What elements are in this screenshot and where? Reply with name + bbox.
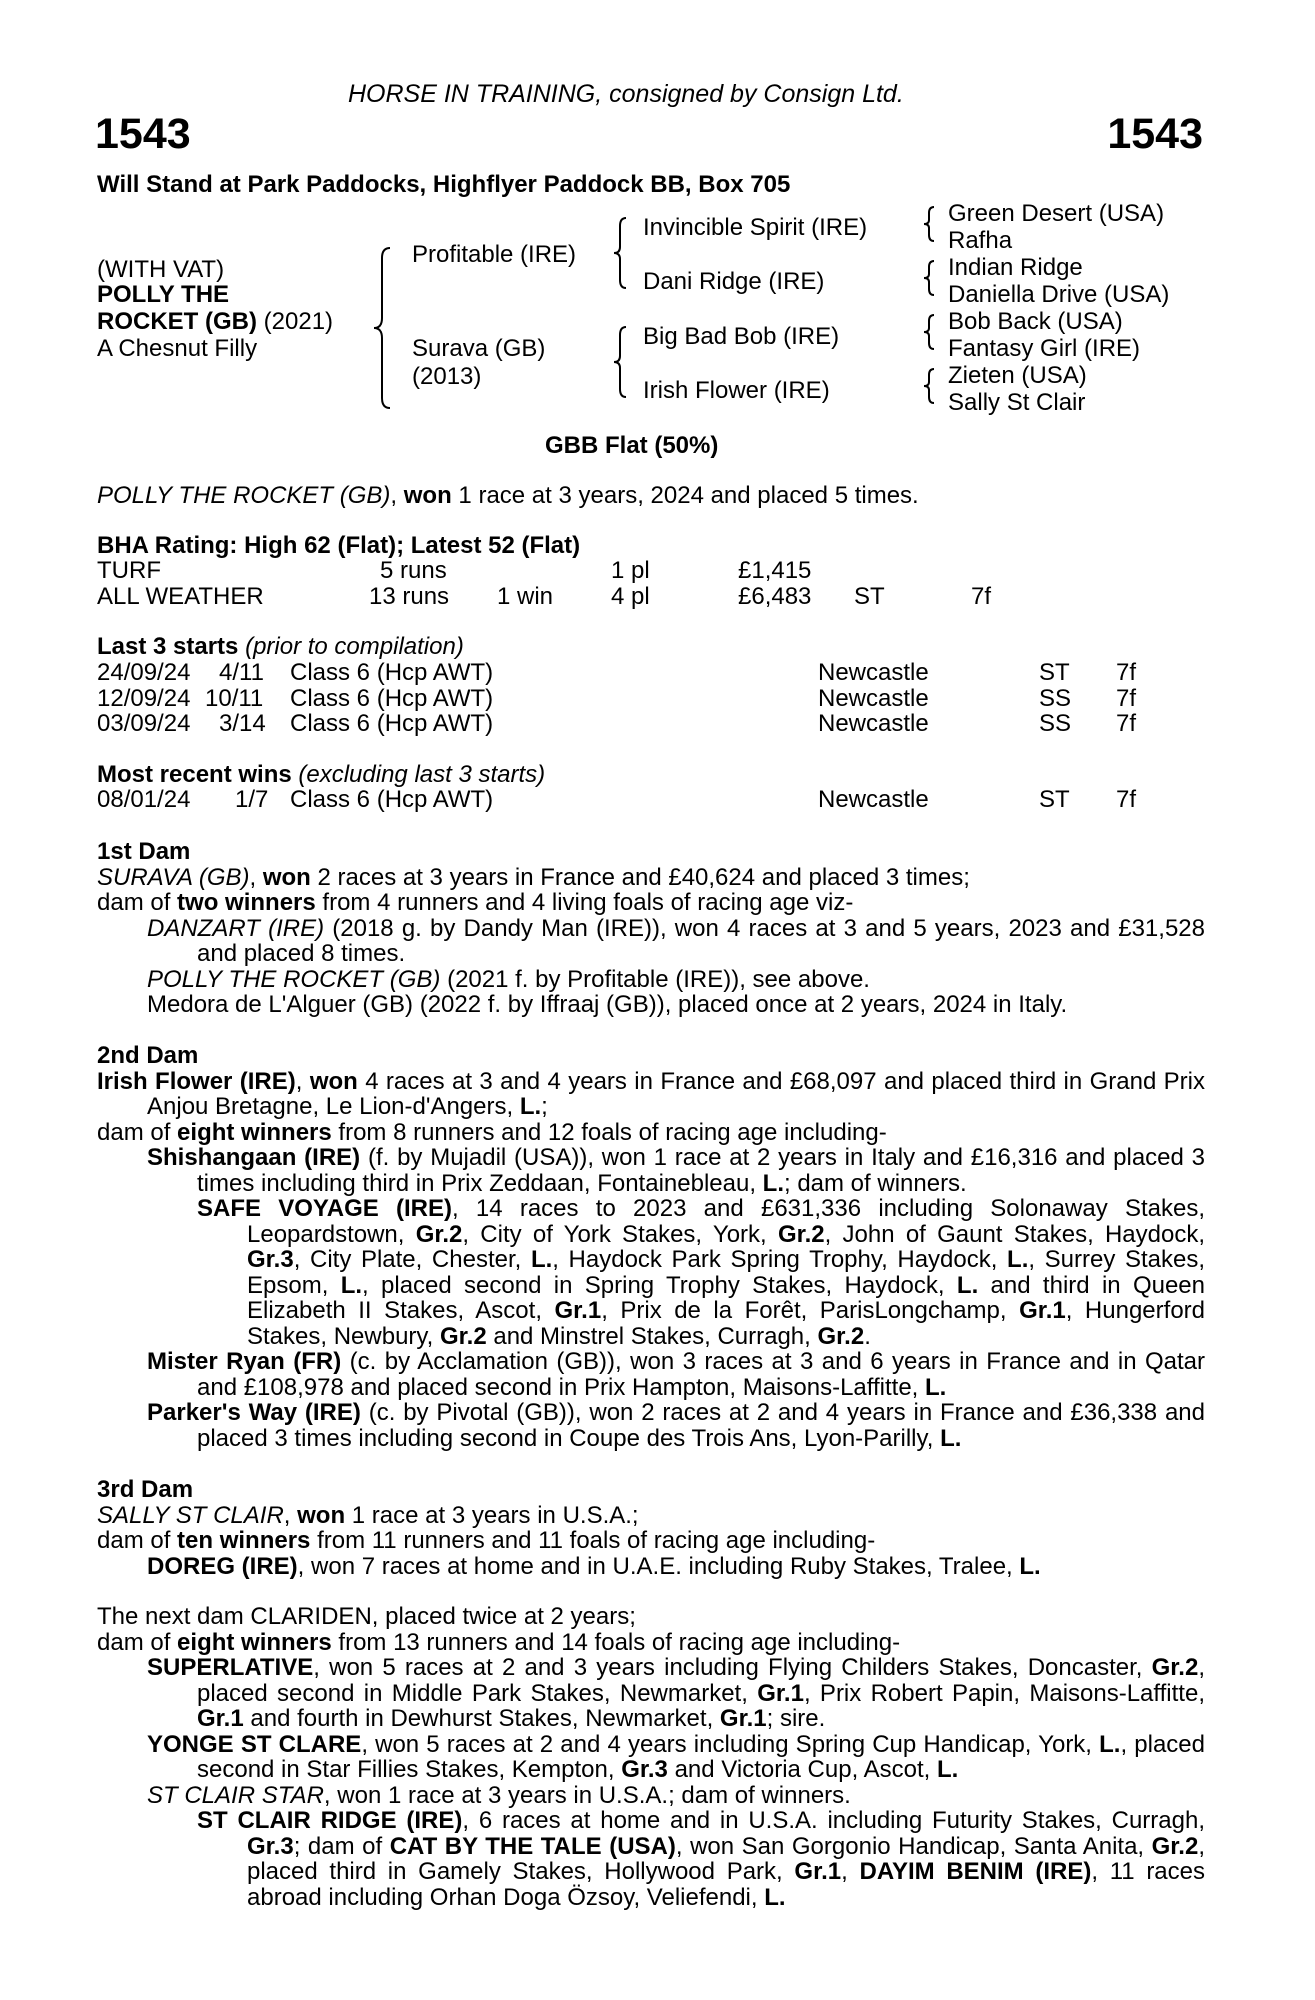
next-dam-line1: The next dam CLARIDEN, placed twice at 2 years; <box>97 1603 636 1630</box>
bha-row-all-weather <box>97 584 1207 610</box>
horse-name-line1: POLLY THE <box>97 281 230 308</box>
grade-label: Gr.2 <box>777 1220 825 1248</box>
produce-shishangaan <box>97 1145 1205 1196</box>
text: , placed third in Gamely Stakes, Hollywood Park, <box>247 1832 1205 1885</box>
recent-wins-heading <box>97 762 545 788</box>
listed-label: L. <box>1019 1552 1041 1580</box>
produce-name: YONGE ST CLARE <box>147 1730 362 1758</box>
bha-rating-heading: BHA Rating: High 62 (Flat); Latest 52 (Flat) <box>97 532 581 559</box>
first-dam-heading: 1st Dam <box>97 838 191 865</box>
grade-label: Gr.2 <box>415 1220 463 1248</box>
summary-won: won <box>403 482 452 509</box>
win-dist: 7f <box>1116 786 1137 813</box>
last3-note: (prior to compilation) <box>238 633 464 660</box>
text: , John of Gaunt Stakes, Haydock, <box>824 1220 1206 1248</box>
produce-medora: Medora de L'Alguer (GB) (2022 f. by Iffraaj (GB)), placed once at 2 years, 2024 in Italy. <box>147 991 1068 1018</box>
third-dam-section <box>97 1477 1205 1579</box>
produce-name: ST CLAIR STAR <box>147 1781 324 1809</box>
recent-note: (excluding last 3 starts) <box>291 761 546 788</box>
summary-horse-name: POLLY THE ROCKET (GB) <box>97 482 391 509</box>
text: , City of York Stakes, York, <box>462 1220 778 1248</box>
start-going: ST <box>1039 659 1070 686</box>
text: 2 races at 3 years in France and £40,624 and placed 3 times; <box>310 863 970 891</box>
sire-name: Profitable (IRE) <box>412 241 577 268</box>
won-label: won <box>297 1501 346 1529</box>
produce-superlative <box>97 1655 1205 1732</box>
produce-name: ST CLAIR RIDGE (IRE) <box>197 1807 463 1834</box>
dam-dam-dam: Sally St Clair <box>948 389 1086 416</box>
text: , won 5 races at 2 and 3 years including Flying Childers Stakes, Doncaster, <box>313 1654 1152 1681</box>
produce-name: SAFE VOYAGE (IRE) <box>197 1195 452 1222</box>
vat-note: (WITH VAT) <box>97 256 225 283</box>
win-pos: 1/7 <box>235 786 269 813</box>
start-date: 24/09/24 <box>97 659 191 686</box>
last3-row <box>97 660 1207 686</box>
text: , placed second in Star Fillies Stakes, Kempton, <box>197 1730 1206 1783</box>
sire-sire-sire: Green Desert (USA) <box>948 200 1165 227</box>
grade-label: Gr.3 <box>247 1246 294 1273</box>
listed-label: L. <box>764 1883 786 1911</box>
text: from 4 runners and 4 living foals of racing age viz- <box>315 889 854 916</box>
page-header-title: HORSE IN TRAINING, consigned by Consign Ltd. <box>348 80 904 108</box>
listed-label: L. <box>340 1271 363 1299</box>
text: , won 7 races at home and in U.A.E. including Ruby Stakes, Tralee, <box>297 1552 1020 1580</box>
lot-number-left: 1543 <box>95 110 191 158</box>
won-label: won <box>262 863 311 891</box>
dam-name-line1: Surava (GB) <box>412 335 546 362</box>
pedigree-brace-dam <box>612 325 628 399</box>
listed-label: L. <box>762 1169 784 1197</box>
start-race: Class 6 (Hcp AWT) <box>290 659 494 686</box>
produce-yonge-st-clare <box>97 1732 1205 1783</box>
bha-pl: 4 pl <box>611 582 650 610</box>
grade-label: Gr.1 <box>794 1858 842 1885</box>
text: , Haydock Park Spring Trophy, Haydock, <box>552 1246 1008 1273</box>
produce-danzart <box>97 916 1205 967</box>
second-dam-line1 <box>97 1069 1205 1120</box>
text: from 13 runners and 14 foals of racing age including- <box>331 1628 901 1656</box>
text: , placed second in Spring Trophy Stakes, Haydock, <box>362 1271 957 1299</box>
start-going: SS <box>1039 684 1072 712</box>
sep: . <box>864 1322 871 1350</box>
grade-label: Gr.3 <box>621 1756 668 1783</box>
listed-label: L. <box>530 1246 553 1273</box>
produce-name: POLLY THE ROCKET (GB) <box>147 965 441 993</box>
sire-dam: Dani Ridge (IRE) <box>643 268 825 295</box>
bha-runs: 13 runs <box>369 582 450 610</box>
listed-label: L. <box>940 1424 962 1452</box>
start-course: Newcastle <box>818 710 929 737</box>
grade-label: Gr.1 <box>757 1679 804 1707</box>
produce-name: DOREG (IRE) <box>147 1552 298 1580</box>
text: dam of <box>97 889 178 916</box>
text: and Victoria Cup, Ascot, <box>667 1756 937 1783</box>
winners-count: ten winners <box>177 1527 311 1554</box>
sire-dam-sire: Indian Ridge <box>948 254 1083 281</box>
start-date: 03/09/24 <box>97 710 191 737</box>
summary-rest: 1 race at 3 years, 2024 and placed 5 times. <box>451 482 919 509</box>
next-dam-line2 <box>97 1630 1205 1656</box>
last3-heading <box>97 634 464 660</box>
sire-sire-dam: Rafha <box>948 227 1013 254</box>
sep: , <box>283 1501 298 1529</box>
text: dam of <box>97 1118 178 1146</box>
winners-count: two winners <box>177 889 316 916</box>
winners-count: eight winners <box>177 1118 332 1146</box>
recent-wins-table <box>97 787 1207 813</box>
produce-mister-ryan <box>97 1349 1205 1400</box>
grade-label: Gr.1 <box>554 1297 602 1324</box>
bha-amount: £1,415 <box>738 557 812 584</box>
bha-surface: ALL WEATHER <box>97 582 264 610</box>
listed-label: L. <box>519 1093 542 1120</box>
listed-label: L. <box>1007 1246 1029 1273</box>
third-dam-line2 <box>97 1528 1205 1554</box>
start-race: Class 6 (Hcp AWT) <box>290 684 494 712</box>
text: , Surrey Stakes, Epsom, <box>247 1246 1206 1299</box>
produce-name: SUPERLATIVE <box>147 1654 314 1681</box>
last3-row <box>97 686 1207 712</box>
listed-label: L. <box>956 1271 979 1299</box>
last3-row <box>97 711 1207 737</box>
bha-wins: 1 win <box>497 582 554 610</box>
start-pos: 3/14 <box>219 710 266 737</box>
start-course: Newcastle <box>818 659 929 686</box>
summary-sep: , <box>390 482 404 509</box>
bha-table <box>97 558 1207 609</box>
win-race: Class 6 (Hcp AWT) <box>290 786 494 813</box>
bha-going: ST <box>854 582 885 610</box>
pedigree-brace-ss <box>922 205 936 243</box>
text: , Prix de la Forêt, ParisLongchamp, <box>601 1297 1020 1324</box>
first-dam-line1 <box>97 865 1205 891</box>
gbb-flat: GBB Flat (50%) <box>545 432 719 459</box>
sep: , <box>249 863 263 891</box>
race-summary <box>97 483 919 509</box>
second-dam-section <box>97 1043 1205 1451</box>
text: ; dam of <box>293 1832 390 1860</box>
text: , won San Gorgonio Handicap, Santa Anita, <box>675 1832 1152 1860</box>
listed-label: L. <box>936 1756 959 1783</box>
sep: , <box>841 1858 860 1885</box>
third-dam-name: SALLY ST CLAIR <box>97 1501 284 1529</box>
win-course: Newcastle <box>818 786 929 813</box>
start-dist: 7f <box>1116 659 1137 686</box>
grade-label: Gr.2 <box>1151 1832 1199 1860</box>
recent-row <box>97 787 1207 813</box>
second-dam-name: Irish Flower (IRE) <box>97 1067 296 1095</box>
bha-surface: TURF <box>97 557 161 584</box>
grade-label: Gr.1 <box>719 1705 767 1732</box>
text: dam of <box>97 1628 178 1656</box>
text: , Prix Robert Papin, Maisons-Laffitte, <box>803 1679 1205 1707</box>
pedigree-brace-main <box>372 246 392 410</box>
dam-dam: Irish Flower (IRE) <box>643 377 830 404</box>
text: , 14 races to 2023 and £631,336 including Solonaway Stakes, Leopardstown, <box>247 1195 1205 1248</box>
text: 1 race at 3 years in U.S.A.; <box>345 1501 639 1529</box>
start-dist: 7f <box>1116 684 1137 712</box>
bha-row-turf <box>97 558 1207 584</box>
sire-dam-dam: Daniella Drive (USA) <box>948 281 1170 308</box>
pedigree-brace-ds <box>922 313 936 351</box>
start-date: 12/09/24 <box>97 684 191 712</box>
first-dam-line2 <box>97 890 1205 916</box>
sep: ; <box>541 1093 548 1120</box>
last3-table <box>97 660 1207 737</box>
text: (2021 f. by Profitable (IRE)), see above. <box>440 965 870 993</box>
text: and Minstrel Stakes, Curragh, <box>486 1322 818 1350</box>
win-going: ST <box>1039 786 1070 813</box>
bha-dist: 7f <box>971 582 992 610</box>
text: (f. by Mujadil (USA)), won 1 race at 2 years in Italy and £16,316 and placed 3 times including third in Prix Zeddaan, Fontainebleau, <box>197 1144 1205 1197</box>
horse-year: (2021) <box>256 308 334 335</box>
horse-description: A Chesnut Filly <box>97 335 258 362</box>
dam-name-line2: (2013) <box>412 363 482 390</box>
winners-count: eight winners <box>177 1628 332 1656</box>
text: , won 5 races at 2 and 4 years including Spring Cup Handicap, York, <box>361 1730 1100 1758</box>
dam-sire-dam: Fantasy Girl (IRE) <box>948 335 1141 362</box>
first-dam-name: SURAVA (GB) <box>97 863 250 891</box>
lot-number-right: 1543 <box>1107 110 1203 158</box>
start-going: SS <box>1039 710 1072 737</box>
produce-polly <box>97 967 1205 993</box>
start-pos: 4/11 <box>219 659 264 686</box>
first-dam-section <box>97 839 1205 1018</box>
dam-sire-sire: Bob Back (USA) <box>948 308 1123 335</box>
won-label: won <box>309 1067 358 1095</box>
text: and third in Queen Elizabeth II Stakes, Ascot, <box>247 1271 1205 1324</box>
text: , 11 races abroad including Orhan Doga Özsoy, Veliefendi, <box>247 1858 1206 1911</box>
pedigree-brace-sire <box>612 216 628 290</box>
text: 4 races at 3 and 4 years in France and £68,097 and placed third in Grand Prix Anjou Bretagne, Le Lion-d'Angers, <box>147 1067 1206 1120</box>
second-dam-heading: 2nd Dam <box>97 1042 199 1069</box>
start-race: Class 6 (Hcp AWT) <box>290 710 494 737</box>
text: , placed second in Middle Park Stakes, Newmarket, <box>197 1654 1205 1707</box>
stand-location: Will Stand at Park Paddocks, Highflyer Paddock BB, Box 705 <box>97 171 791 198</box>
start-dist: 7f <box>1116 710 1137 737</box>
listed-label: L. <box>925 1373 947 1401</box>
produce-name: Parker's Way (IRE) <box>147 1399 361 1426</box>
last3-title: Last 3 starts <box>97 633 239 660</box>
start-course: Newcastle <box>818 684 929 712</box>
listed-label: L. <box>1099 1730 1121 1758</box>
horse-name-line2 <box>97 309 333 335</box>
text: ; sire. <box>766 1705 826 1732</box>
text: , 6 races at home and in U.S.A. including Futurity Stakes, Curragh, <box>462 1807 1206 1834</box>
dam-dam-sire: Zieten (USA) <box>948 362 1087 389</box>
start-pos: 10/11 <box>205 684 264 712</box>
text: , City Plate, Chester, <box>293 1246 531 1273</box>
bha-runs: 5 runs <box>380 557 447 584</box>
produce-st-clair-ridge <box>97 1808 1205 1910</box>
bha-pl: 1 pl <box>611 557 650 584</box>
text: ; dam of winners. <box>783 1169 967 1197</box>
produce-name: DANZART (IRE) <box>147 914 325 942</box>
pedigree-brace-dd <box>922 367 936 405</box>
produce-st-clair-star <box>97 1783 1205 1809</box>
grade-label: Gr.2 <box>817 1322 865 1350</box>
second-dam-line2 <box>97 1120 1205 1146</box>
sire-sire: Invincible Spirit (IRE) <box>643 214 868 241</box>
text: from 8 runners and 12 foals of racing age including- <box>331 1118 887 1146</box>
grade-label: Gr.3 <box>247 1832 294 1860</box>
produce-parkers-way <box>97 1400 1205 1451</box>
text: , Hungerford Stakes, Newbury, <box>247 1297 1206 1350</box>
sep: , <box>295 1067 310 1095</box>
third-dam-line1 <box>97 1503 1205 1529</box>
text: dam of <box>97 1527 178 1554</box>
grade-label: Gr.1 <box>197 1705 244 1732</box>
grade-label: Gr.1 <box>1019 1297 1066 1324</box>
produce-safe-voyage <box>97 1196 1205 1349</box>
produce-name: Mister Ryan (FR) <box>147 1348 342 1375</box>
win-date: 08/01/24 <box>97 786 191 813</box>
produce-name: CAT BY THE TALE (USA) <box>389 1832 676 1860</box>
grade-label: Gr.2 <box>439 1322 487 1350</box>
next-dam-section <box>97 1604 1205 1910</box>
produce-doreg <box>97 1554 1205 1580</box>
bha-amount: £6,483 <box>738 582 812 610</box>
grade-label: Gr.2 <box>1151 1654 1199 1681</box>
produce-name: Shishangaan (IRE) <box>147 1144 361 1171</box>
produce-name: DAYIM BENIM (IRE) <box>859 1858 1092 1885</box>
text: (c. by Pivotal (GB)), won 2 races at 2 and 4 years in France and £36,338 and placed 3 times including second in Coupe des Trois Ans, Lyon-Parilly, <box>197 1399 1205 1452</box>
dam-sire: Big Bad Bob (IRE) <box>643 323 840 350</box>
horse-name-line2-text: ROCKET (GB) <box>97 308 257 335</box>
text: and fourth in Dewhurst Stakes, Newmarket, <box>243 1705 720 1732</box>
text: , won 1 race at 3 years in U.S.A.; dam of winners. <box>323 1781 851 1809</box>
text: (c. by Acclamation (GB)), won 3 races at 3 and 6 years in France and in Qatar and £108,978 and placed second in Prix Hampton, Maisons-Laffitte, <box>197 1348 1205 1401</box>
third-dam-heading: 3rd Dam <box>97 1476 194 1503</box>
pedigree-brace-sd <box>922 259 936 297</box>
text: from 11 runners and 11 foals of racing age including- <box>310 1527 876 1554</box>
recent-title: Most recent wins <box>97 761 292 788</box>
text: (2018 g. by Dandy Man (IRE)), won 4 races at 3 and 5 years, 2023 and £31,528 and placed 8 times. <box>197 914 1205 967</box>
